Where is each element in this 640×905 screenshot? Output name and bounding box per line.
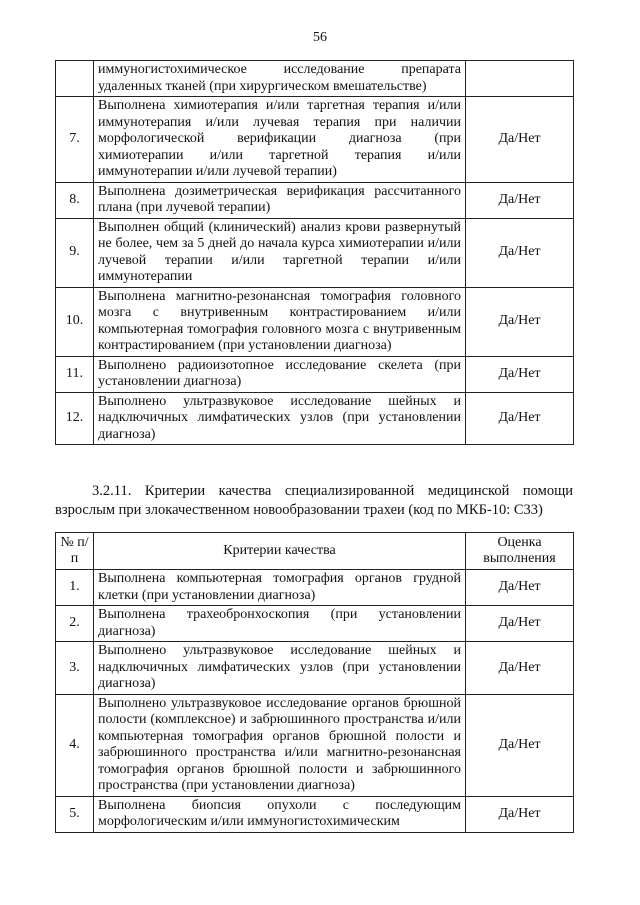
criterion-text: Выполнено ультразвуковое исследование органов брюшной полости (комплексное) и забрюшинного пространства и/или компьютерная томография органов брюшной полости и забрюшинного пространства и/или магнитно-резонансная томография органов брюшной полости и забрюшинного пространства (при установлении диагноза) bbox=[94, 694, 466, 796]
row-number: 8. bbox=[56, 182, 94, 218]
table-row bbox=[56, 642, 574, 695]
score-cell: Да/Нет bbox=[466, 796, 574, 832]
criterion-text: Выполнено ультразвуковое исследование шейных и надключичных лимфатических узлов (при установлении диагноза) bbox=[94, 642, 466, 695]
row-number: 2. bbox=[56, 606, 94, 642]
score-cell: Да/Нет bbox=[466, 642, 574, 695]
score-cell: Да/Нет bbox=[466, 694, 574, 796]
score-cell: Да/Нет bbox=[466, 97, 574, 183]
score-cell: Да/Нет bbox=[466, 218, 574, 287]
row-number: 7. bbox=[56, 97, 94, 183]
table-row bbox=[56, 61, 574, 97]
criterion-text: Выполнена магнитно-резонансная томография головного мозга с внутривенным контрастированием и/или компьютерная томография головного мозга с внутривенным контрастированием (при установлении диагноза) bbox=[94, 287, 466, 356]
criteria-table-trachea bbox=[55, 532, 574, 833]
row-number: 9. bbox=[56, 218, 94, 287]
criterion-text: Выполнена трахеобронхоскопия (при установлении диагноза) bbox=[94, 606, 466, 642]
table-row bbox=[56, 356, 574, 392]
section-heading-text: 3.2.11. Критерии качества специализированной медицинской помощи взрослым при злокачественном новообразовании трахеи (код по МКБ-10: С33) bbox=[55, 483, 573, 518]
table-row bbox=[56, 606, 574, 642]
score-cell: Да/Нет bbox=[466, 392, 574, 445]
section-heading bbox=[55, 482, 573, 520]
row-number bbox=[56, 61, 94, 97]
criterion-text: Выполнен общий (клинический) анализ крови развернутый не более, чем за 5 дней до начала курса химиотерапии и/или лучевой терапии и/или таргетной терапии и/или иммунотерапии bbox=[94, 218, 466, 287]
score-cell: Да/Нет bbox=[466, 356, 574, 392]
score-cell: Да/Нет bbox=[466, 606, 574, 642]
score-cell: Да/Нет bbox=[466, 287, 574, 356]
row-number: 12. bbox=[56, 392, 94, 445]
criterion-text: Выполнено ультразвуковое исследование шейных и надключичных лимфатических узлов (при установлении диагноза) bbox=[94, 392, 466, 445]
header-score: Оценка выполнения bbox=[466, 533, 574, 570]
table-row bbox=[56, 218, 574, 287]
score-cell: Да/Нет bbox=[466, 570, 574, 606]
criteria-table-continued bbox=[55, 60, 574, 445]
page-number: 56 bbox=[313, 30, 327, 45]
table-row bbox=[56, 287, 574, 356]
row-number: 3. bbox=[56, 642, 94, 695]
row-number: 4. bbox=[56, 694, 94, 796]
score-cell: Да/Нет bbox=[466, 182, 574, 218]
row-number: 11. bbox=[56, 356, 94, 392]
row-number: 1. bbox=[56, 570, 94, 606]
table-row bbox=[56, 796, 574, 832]
table-header-row bbox=[56, 533, 574, 570]
table-row bbox=[56, 694, 574, 796]
row-number: 10. bbox=[56, 287, 94, 356]
criterion-text: иммуногистохимическое исследование препарата удаленных тканей (при хирургическом вмешательстве) bbox=[94, 61, 466, 97]
header-num: № п/п bbox=[56, 533, 94, 570]
criterion-text: Выполнена биопсия опухоли с последующим морфологическим и/или иммуногистохимическим bbox=[94, 796, 466, 832]
table-row bbox=[56, 182, 574, 218]
criterion-text: Выполнено радиоизотопное исследование скелета (при установлении диагноза) bbox=[94, 356, 466, 392]
criterion-text: Выполнена дозиметрическая верификация рассчитанного плана (при лучевой терапии) bbox=[94, 182, 466, 218]
criterion-text: Выполнена химиотерапия и/или таргетная терапия и/или иммунотерапия и/или лучевая терапия при наличии морфологической верификации диагноза (при химиотерапии и/или таргетной терапия и/или иммунотерапии и/или лучевой терапии) bbox=[94, 97, 466, 183]
header-criterion: Критерии качества bbox=[94, 533, 466, 570]
criterion-text: Выполнена компьютерная томография органов грудной клетки (при установлении диагноза) bbox=[94, 570, 466, 606]
table-row bbox=[56, 392, 574, 445]
row-number: 5. bbox=[56, 796, 94, 832]
score-cell bbox=[466, 61, 574, 97]
table-row bbox=[56, 570, 574, 606]
table-row bbox=[56, 97, 574, 183]
